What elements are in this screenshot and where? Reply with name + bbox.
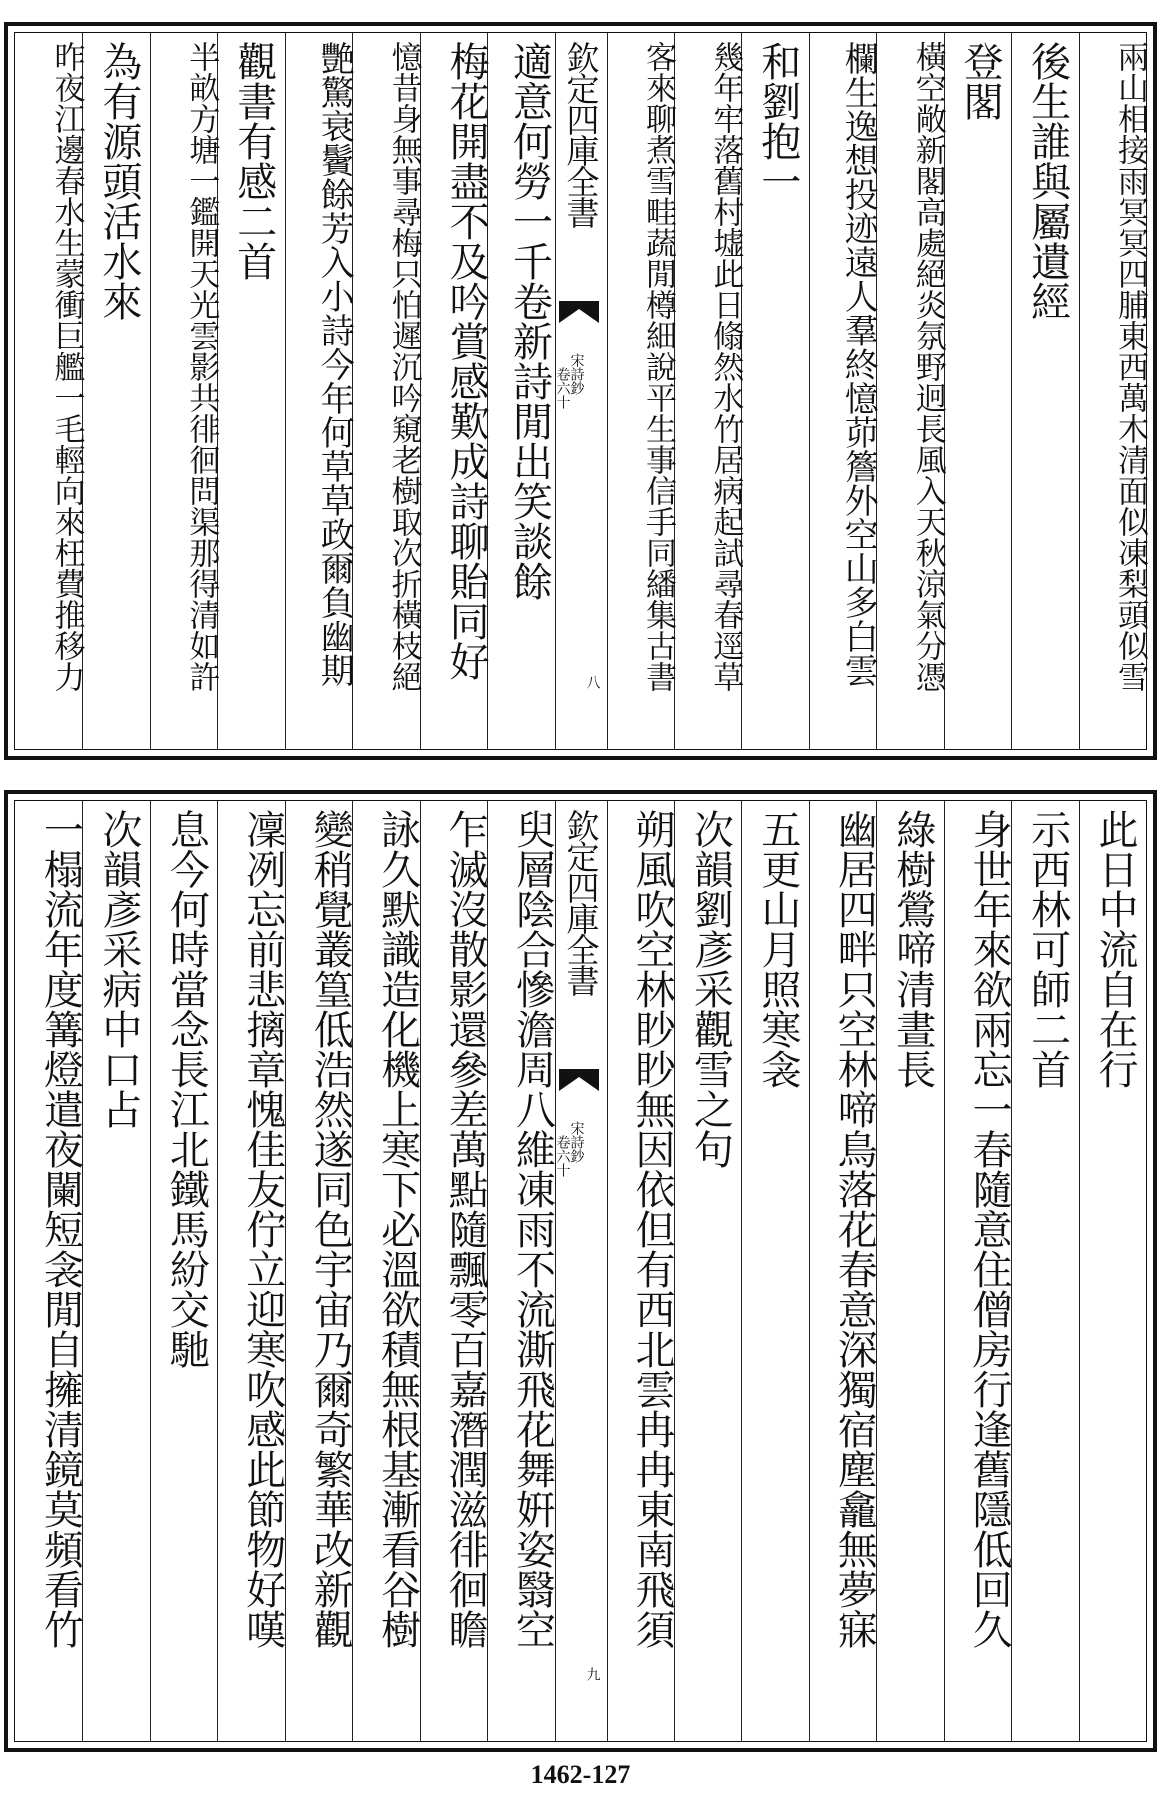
- column-rule: [285, 33, 286, 749]
- text-column: [674, 33, 744, 749]
- column-text: 觀書有感二首: [230, 41, 277, 281]
- volume-number: 卷六十: [554, 367, 571, 409]
- upper-folio-page: [4, 22, 1157, 760]
- column-text: 乍滅沒散影還參差萬點隨飄零百嘉潛潤滋徘徊瞻: [442, 809, 489, 1649]
- upper-text-frame: [14, 32, 1147, 750]
- column-text: 和劉抱一: [754, 41, 801, 201]
- text-column: [352, 33, 422, 749]
- column-text: 朔風吹空林眇眇無因依但有西北雲冉冉東南飛須: [628, 809, 675, 1649]
- text-column: [944, 33, 1011, 749]
- column-text: 詠久默識造化機上寒下必溫欲積無根基漸看谷樹: [374, 809, 421, 1649]
- column-text: 為有源頭活水來: [95, 41, 142, 321]
- text-column: [1011, 801, 1078, 1741]
- lower-folio-page: [4, 790, 1157, 1752]
- book-title: 欽定四庫全書: [561, 809, 601, 995]
- column-rule: [809, 33, 810, 749]
- column-text: 次韻劉彥采觀雪之句: [687, 809, 734, 1169]
- text-column: [741, 33, 808, 749]
- column-text: 次韻彥采病中口占: [95, 809, 142, 1129]
- column-text: 適意何勞一千卷新詩閒出笑談餘: [506, 41, 553, 601]
- column-rule: [741, 801, 742, 1741]
- column-rule: [555, 33, 556, 749]
- text-column: [420, 801, 487, 1741]
- column-text: 艷驚衰鬢餘芳入小詩今年何草草政爾負幽期: [314, 41, 355, 687]
- text-column: [607, 801, 674, 1741]
- column-text: 五更山月照寒衾: [754, 809, 801, 1089]
- text-column: [876, 801, 943, 1741]
- column-rule: [217, 801, 218, 1741]
- text-column: [1011, 33, 1078, 749]
- book-title-margin: [555, 801, 607, 1741]
- column-text: 身世年來欲兩忘一春隨意住僧房行逢舊隱低回久: [966, 809, 1013, 1649]
- column-text: 幽居四畔只空林啼鳥落花春意深獨宿塵龕無夢寐: [831, 809, 878, 1649]
- column-text: 綠樹鶯啼清晝長: [889, 809, 936, 1089]
- column-rule: [1011, 33, 1012, 749]
- column-rule: [1079, 801, 1080, 1741]
- text-column: [285, 33, 355, 749]
- leaf-number: 九: [584, 1667, 601, 1681]
- text-column: [150, 33, 220, 749]
- text-column: [674, 801, 741, 1741]
- column-text: 梅花開盡不及吟賞感歎成詩聊貽同好: [443, 41, 490, 681]
- collection-name: 宋詩鈔: [568, 353, 585, 395]
- column-rule: [607, 33, 608, 749]
- leaf-number: 八: [584, 675, 601, 689]
- volume-number: 卷六十: [554, 1135, 571, 1177]
- column-text: 一榻流年度篝燈遣夜闌短衾閒自擁清鏡莫頻看竹: [37, 809, 84, 1649]
- text-column: [1079, 33, 1146, 749]
- text-column: [1079, 801, 1146, 1741]
- fishtail-mark-icon: [559, 1069, 599, 1091]
- text-column: [944, 801, 1011, 1741]
- text-column: [741, 801, 808, 1741]
- column-text: 兩山相接雨冥冥四脯東西萬木清面似凍梨頭似雪: [1112, 41, 1148, 692]
- text-column: [217, 801, 284, 1741]
- column-text: 登閣: [957, 41, 1004, 121]
- fishtail-mark-icon: [559, 301, 599, 323]
- book-title: 欽定四庫全書: [561, 41, 601, 227]
- column-text: 幾年牢落舊村墟此日翛然水竹居病起試尋春逕草: [707, 41, 744, 692]
- text-column: [809, 33, 879, 749]
- text-column: [876, 33, 946, 749]
- text-column: [82, 33, 149, 749]
- page-number: 1462-127: [530, 1760, 631, 1789]
- text-column: [82, 801, 149, 1741]
- text-column: [420, 33, 490, 749]
- column-text: 橫空敞新閣高處絕炎氛野迥長風入天秋涼氣分憑: [909, 41, 946, 692]
- text-column: [15, 33, 85, 749]
- column-text: 臾層陰合慘澹周八維凍雨不流澌飛花舞姸姿翳空: [509, 809, 556, 1649]
- column-text: 後生誰與屬遺經: [1024, 41, 1071, 321]
- column-rule: [1079, 33, 1080, 749]
- text-column: [607, 33, 674, 749]
- column-rule: [809, 801, 810, 1741]
- collection-name: 宋詩鈔: [568, 1121, 585, 1163]
- column-rule: [150, 33, 151, 749]
- text-column: [487, 801, 554, 1741]
- lower-text-frame: [14, 800, 1147, 1742]
- column-text: 半畝方塘一鑑開天光雲影共徘徊問渠那得清如許: [183, 41, 220, 692]
- column-rule: [150, 801, 151, 1741]
- column-text: 欄生逸想投迹遠人羣終憶茆簷外空山多白雲: [838, 41, 879, 687]
- column-rule: [607, 801, 608, 1741]
- column-text: 凜冽忘前悲摛章愧佳友佇立迎寒吹感此節物好嘆: [239, 809, 286, 1649]
- text-column: [487, 33, 554, 749]
- column-text: 客來聊煮雪畦蔬閒樽細說平生事信手同繙集古書: [639, 41, 676, 692]
- text-column: [809, 801, 876, 1741]
- book-title-margin: [555, 33, 607, 749]
- text-column: [15, 801, 82, 1741]
- column-text: 此日中流自在行: [1092, 809, 1138, 1089]
- text-column: [150, 801, 217, 1741]
- text-column: [285, 801, 352, 1741]
- column-rule: [944, 801, 945, 1741]
- text-column: [217, 33, 284, 749]
- column-text: 示西林可師二首: [1024, 809, 1071, 1089]
- column-text: 息今何時當念長江北鐵馬紛交馳: [163, 809, 210, 1369]
- column-text: 昨夜江邊春水生蒙衝巨艦一毛輕向來枉費推移力: [48, 41, 85, 692]
- column-text: 變稍覺叢篁低浩然遂同色宇宙乃爾奇繁華改新觀: [307, 809, 354, 1649]
- column-text: 憶昔身無事尋梅只怕遲沉吟窺老樹取次折橫枝絕: [385, 41, 422, 692]
- text-column: [352, 801, 419, 1741]
